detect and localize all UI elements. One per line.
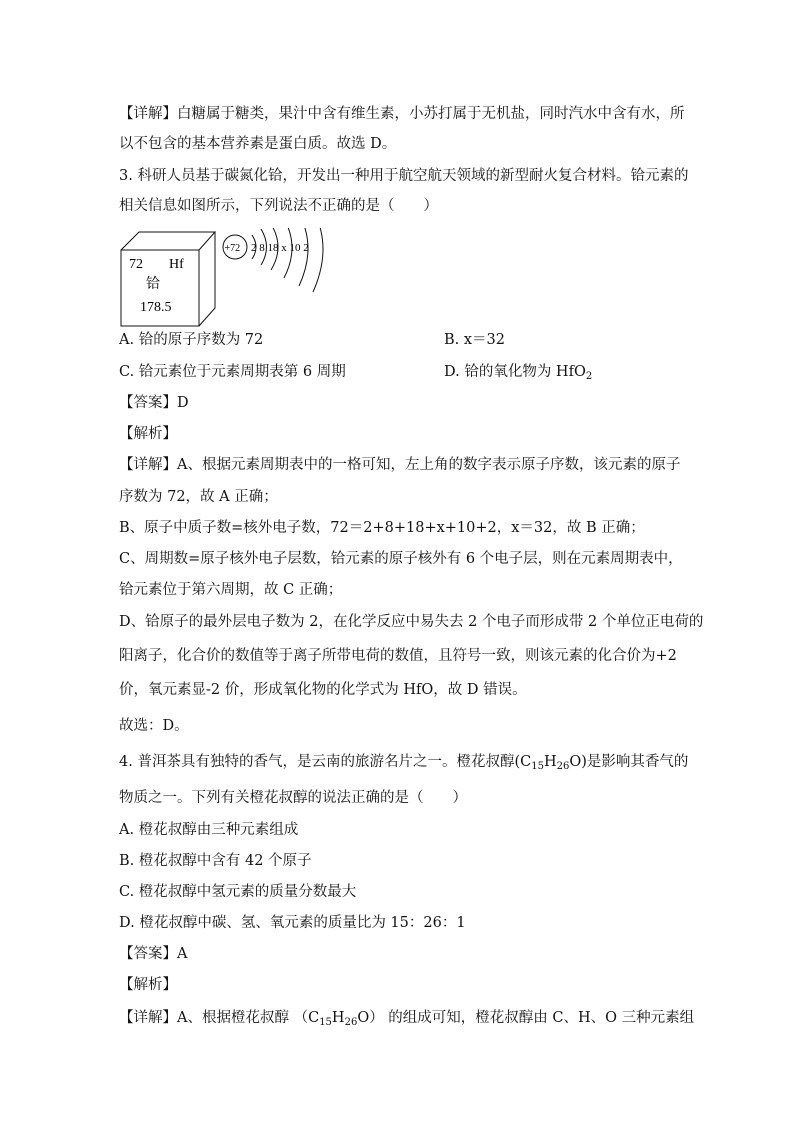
detail-line: 价，氧元素显-2 价，形成氧化物的化学式为 HfO，故 D 错误。 xyxy=(119,682,527,698)
element-symbol: Hf xyxy=(169,257,184,272)
answer-value: A xyxy=(177,946,188,962)
hafnium-figure xyxy=(119,228,334,328)
detail-line: C、周期数=原子核外电子层数，铪元素的原子核外有 6 个电子层，则在元素周期表中， xyxy=(119,551,683,567)
conclusion-line: 故选：D。 xyxy=(119,718,189,734)
detail-line: 【详解】A、根据橙花叔醇 $(C_{15}H_{26}O)$ 的组成可知，橙花叔醇由 C、H、O 三种元素组 xyxy=(119,1010,695,1028)
analysis-label: 【解析】 xyxy=(119,426,177,442)
analysis-label: 【解析】 xyxy=(119,977,177,993)
question-3-stem: 3. 科研人员基于碳氮化铪，开发出一种用于航空航天领域的新型耐火复合材料。铪元素的 xyxy=(119,168,689,184)
detail-line: 【详解】白糖属于糖类，果汁中含有维生素，小苏打属于无机盐，同时汽水中含有水，所 xyxy=(119,106,685,122)
detail-line: 【详解】A、根据元素周期表中的一格可知，左上角的数字表示原子序数，该元素的原子 xyxy=(119,457,681,473)
electron-shell-arcs xyxy=(252,228,323,292)
answer-line: 【答案】D xyxy=(119,395,189,411)
detail-line: B、原子中质子数=核外电子数，72＝2+8+18+x+10+2，x＝32，故 B 正确； xyxy=(119,520,645,536)
option-a: A. 橙花叔醇由三种元素组成 xyxy=(119,822,299,838)
atomic-mass: 178.5 xyxy=(140,300,172,315)
option-a: A. 铪的原子序数为 72 xyxy=(119,332,264,348)
option-d: D. 铪的氧化物为 HfO$_2$ xyxy=(444,364,593,382)
detail-line: 以不包含的基本营养素是蛋白质。故选 D。 xyxy=(119,136,397,152)
electron-shells-numbers: 2 8 18 x 10 2 xyxy=(251,242,309,254)
option-b: B. x＝32 xyxy=(444,332,506,348)
option-c: C. 橙花叔醇中氢元素的质量分数最大 xyxy=(119,884,357,900)
option-d: D. 橙花叔醇中碳、氢、氧元素的质量比为 15：26：1 xyxy=(119,915,466,931)
question-4-stem: 物质之一。下列有关橙花叔醇的说法正确的是（ ） xyxy=(119,790,467,806)
answer-value: D xyxy=(177,395,189,411)
detail-label: 【详解】 xyxy=(119,106,177,122)
option-b: B. 橙花叔醇中含有 42 个原子 xyxy=(119,853,312,869)
element-name: 铪 xyxy=(146,276,160,292)
detail-line: D、铪原子的最外层电子数为 2，在化学反应中易失去 2 个电子而形成带 2 个单位正电荷的 xyxy=(119,614,704,630)
detail-line: 序数为 72，故 A 正确； xyxy=(119,489,278,505)
answer-line: 【答案】A xyxy=(119,946,188,962)
question-3-stem: 相关信息如图所示，下列说法不正确的是（ ） xyxy=(119,198,438,214)
detail-line: 铪元素位于第六周期，故 C 正确； xyxy=(119,582,343,598)
element-cell-and-atom-diagram xyxy=(119,228,334,328)
atomic-number: 72 xyxy=(129,257,143,272)
option-c: C. 铪元素位于元素周期表第 6 周期 xyxy=(119,364,346,380)
detail-line: 阳离子，化合价的数值等于离子所带电荷的数值，且符号一致，则该元素的化合价为+2 xyxy=(119,648,677,664)
nucleus-charge: +72 xyxy=(224,243,241,254)
question-4-stem: 4. 普洱茶具有独特的香气，是云南的旅游名片之一。橙花叔醇$(C_{15}H_{26}O)$是影响其香气的 xyxy=(119,754,689,772)
